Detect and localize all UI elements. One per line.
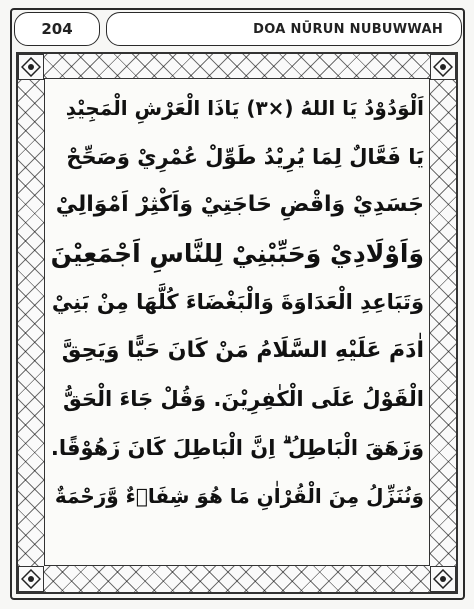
page-title: DOA NŪRUN NUBUWWAH	[253, 21, 443, 37]
ornament-icon	[18, 566, 44, 592]
text-line: جَسَدِيْ وَاقْضِ حَاجَتِيْ وَاَكْثِرْ اَمْوَالِيْ	[55, 192, 424, 217]
text-line: اٰدَمَ عَلَيْهِ السَّلَامُ مَنْ كَانَ حَيًّا وَيَحِقَّ	[61, 337, 424, 363]
ornament-icon	[430, 54, 456, 80]
ornament-icon	[430, 566, 456, 592]
text-line: اَلْوَدُوْدُ يَا اللهُ (×٣) يَاذَا الْعَرْشِ الْمَجِيْدِ	[65, 96, 424, 120]
ornament-icon	[18, 54, 44, 80]
text-line: وَزَهَقَ الْبَاطِلُ ۗ اِنَّ الْبَاطِلَ كَانَ زَهُوْقًا.	[50, 435, 424, 460]
text-line: الْقَوْلُ عَلَى الْكٰفِرِيْنَ. وَقُلْ جَاءَ الْحَقُّ	[63, 387, 424, 411]
text-line: وَاَوْلَادِيْ وَحَبِّبْنِيْ لِلنَّاسِ اَجْمَعِيْنَ	[50, 238, 424, 268]
title-box	[106, 12, 462, 46]
page-header	[14, 12, 462, 46]
text-line: وَنُنَزِّلُ مِنَ الْقُرْاٰنِ مَا هُوَ شِفَاۤءٌ وَّرَحْمَةٌ	[54, 484, 424, 508]
text-line: وَتَبَاعِدِ الْعَدَاوَةَ وَالْبَغْضَاءَ كُلَّهَا مِنْ بَنِيْ	[51, 290, 424, 314]
page-number-box	[14, 12, 100, 46]
prayer-text	[50, 84, 424, 560]
page-number: 204	[41, 20, 73, 38]
text-line: يَا فَعَّالٌ لِمَا يُرِيْدُ طَوِّلْ عُمْرِيْ وَصَحِّحْ	[66, 144, 424, 169]
